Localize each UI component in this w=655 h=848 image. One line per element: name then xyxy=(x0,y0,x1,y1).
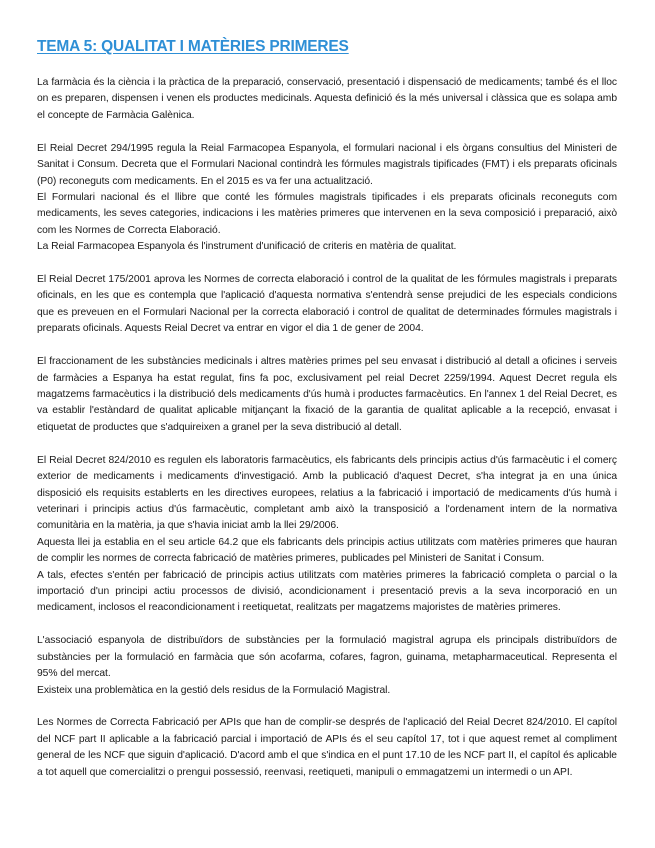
paragraph: El Reial Decret 175/2001 aprova les Normes de correcta elaboració i control de la qualitat de les fórmules magistrals i preparats oficinals, en les que es contempla que l'aplicació d'aquesta normativa s'entendrà sense prejudici de les especials condicions que es preveuen en el Formulari Nacional per la correcta elaboració i control de qualitat de determinades fórmules magistrals i preparats oficinals. Aquests Reial Decret va entrar en vigor el dia 1 de gener de 2004. xyxy=(37,274,617,335)
paragraph: El Reial Decret 294/1995 regula la Reial Farmacopea Espanyola, el formulari nacional i els òrgans consultius del Ministeri de Sanitat i Consum. Decreta que el Formulari Nacional contindrà les fórmules magistrals tipificades (FMT) i els preparats oficinals (P0) reconeguts com medicaments. En el 2015 es va fer una actualització. xyxy=(37,142,617,187)
paragraph: La Reial Farmacopea Espanyola és l'instrument d'unificació de criteris en matèria de qualitat. xyxy=(37,241,457,253)
paragraph: Les Normes de Correcta Fabricació per APIs que han de complir-se després de l'aplicació del Reial Decret 824/2010. El capítol del NCF part II aplicable a la fabricació parcial i importació de APIs és el seu capítol 17, tot i que aquest remet al compliment general de les NCF que siguin d'aplicació. D'acord amb el que s'indica en el punt 17.10 de les NCF part II, el capítol és aplicable a tot aquell que comercialitzi o prengui possessió, reenvasi, reetiqueti, manipuli o emmagatzemi un intermedi o un API. xyxy=(37,717,617,778)
paragraph: El fraccionament de les substàncies medicinals i altres matèries primes pel seu envasat i distribució al detall a oficines i serveis de farmàcies a Espanya ha estat regulat, fins fa poc, exclusivament pel reial Decret 2259/1994. Aquest Decret regula els magatzems farmacèutics i la distribució dels medicaments d'ús humà i productes farmacèutics. En l'annex 1 del Reial Decret, es va establir l'estàndard de qualitat aplicable mitjançant la fixació de la garantia de qualitat aplicable a la recepció, envasat i etiquetat de productes que s'adquireixen a granel per la seva distribució al detall. xyxy=(37,356,617,433)
section-rd-175-2001 xyxy=(37,272,617,338)
page-title: TEMA 5: QUALITAT I MATÈRIES PRIMERES xyxy=(37,38,349,55)
section-ncf-apis xyxy=(37,715,617,781)
paragraph: Existeix una problemàtica en la gestió dels residus de la Formulació Magistral. xyxy=(37,684,391,696)
document-page xyxy=(37,38,617,798)
paragraph: El Formulari nacional és el llibre que conté les fórmules magistrals tipificades i els preparats oficinals reconeguts com medicaments, les seves categories, indicacions i les matèries primeres que intervenen en la seva composició i preparació, això com les Normes de Correcta Elaboració. xyxy=(37,191,617,236)
section-distributors-association xyxy=(37,633,617,699)
paragraph: El Reial Decret 824/2010 es regulen els laboratoris farmacèutics, els fabricants dels principis actius d'ús farmacèutic i el comerç exterior de medicaments i medicaments d'investigació. Amb la publicació d'aquest Decret, s'ha integrat ja en una única disposició els requisits establerts en les directives europees, relatius a la fabricació i importació de medicaments d'ús humà i veterinari i principis actius d'ús farmacèutic, completant amb això la transposició a l'ordenament intern de la normativa comunitària en la matèria, ja que s'havia iniciat amb la llei 29/2006. xyxy=(37,454,617,532)
paragraph: Aquesta llei ja establia en el seu article 64.2 que els fabricants dels principis actius utilitzats com matèries primeres que hauran de complir les normes de correcta fabricació de matèries primeres, publicades pel Ministeri de Sanitat i Consum. xyxy=(37,536,617,565)
paragraph: A tals, efectes s'entén per fabricació de principis actius utilitzats com matèries primeres la fabricació completa o parcial o la importació d'un principi actiu processos de divisió, acondicionament i presentació previs a la seva incorporació en un medicament, inclosos el reacondicionament i reetiquetat, realitzats per magatzems majoristes de matèries primeres. xyxy=(37,569,617,614)
paragraph: L'associació espanyola de distribuïdors de substàncies per la formulació magistral agrupa els principals distribuïdors de substàncies per la formulació en farmàcia que són acofarma, cofares, fagron, guinama, metapharmaceutical. Representa el 95% del mercat. xyxy=(37,635,617,680)
section-rd-294-1995 xyxy=(37,141,617,256)
section-rd-2259-1994 xyxy=(37,354,617,436)
section-pharmacy-definition xyxy=(37,75,617,124)
section-rd-824-2010 xyxy=(37,453,617,617)
paragraph: La farmàcia és la ciència i la pràctica de la preparació, conservació, presentació i dispensació de medicaments; també és el lloc on es preparen, dispensen i venen els productes medicinals. Aquesta definició és la més universal i clàssica que es solapa amb el concepte de Farmàcia Galènica. xyxy=(37,77,617,121)
